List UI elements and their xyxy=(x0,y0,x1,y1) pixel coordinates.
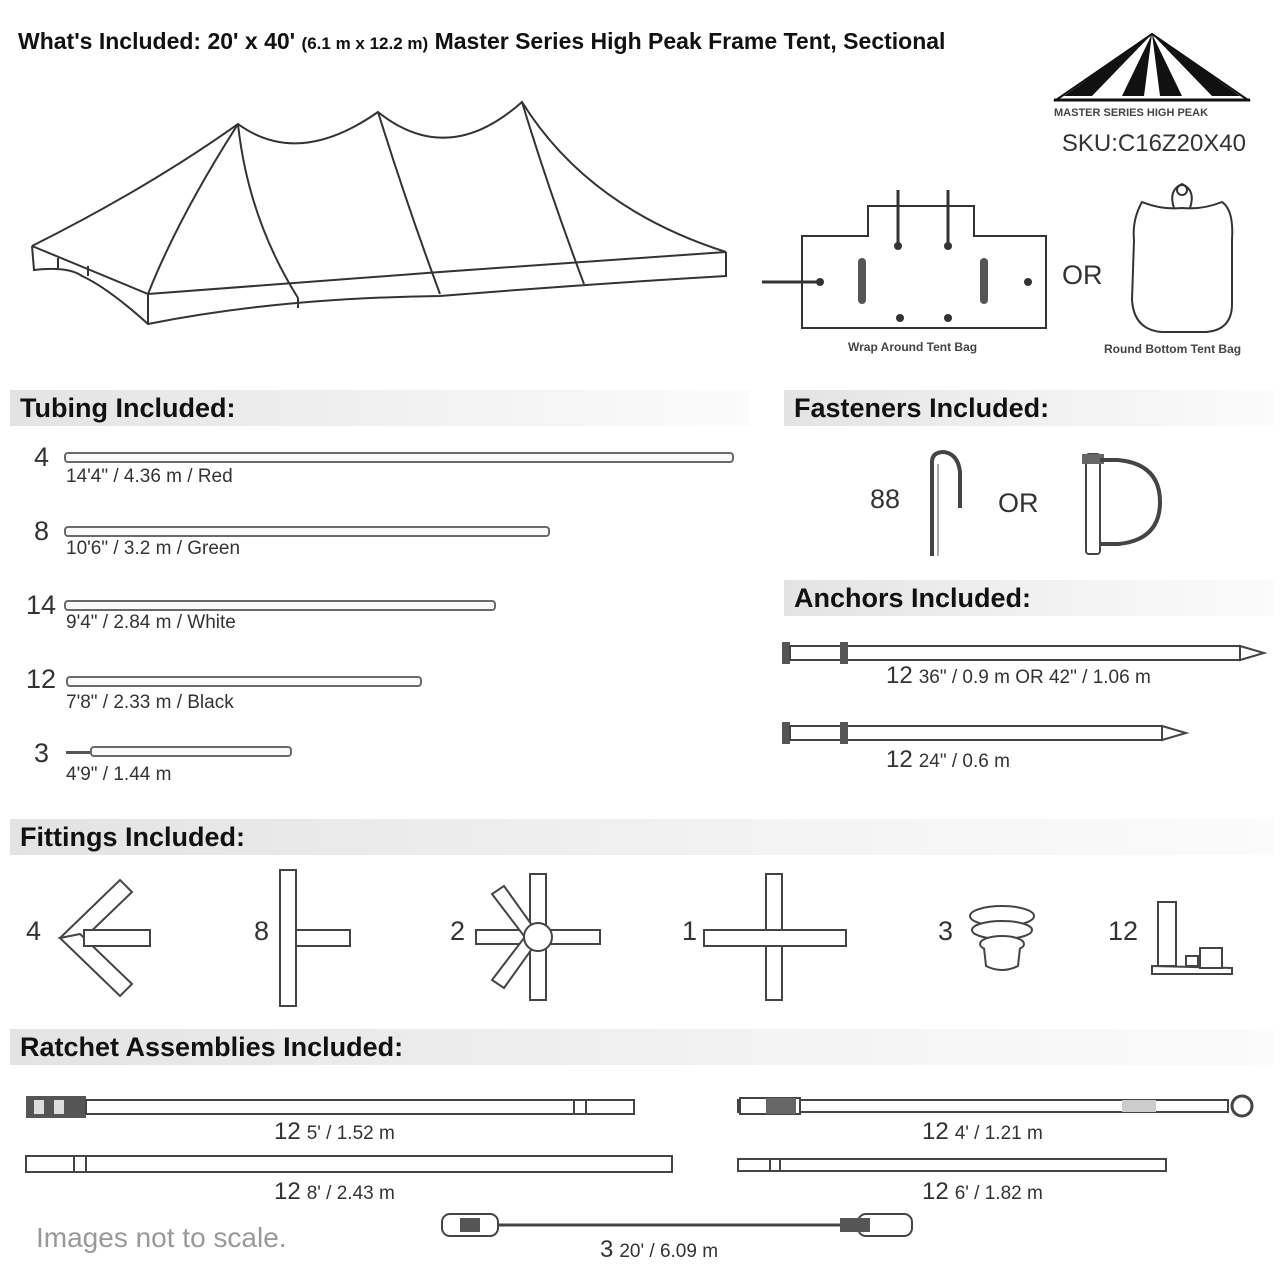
logo-text: MASTER SERIES HIGH PEAK xyxy=(1054,107,1209,119)
title-main: What's Included: 20' x 40' xyxy=(18,28,296,54)
ratchet-label: 12 4' / 1.21 m xyxy=(922,1118,1043,1145)
tubing-section-header: Tubing Included: xyxy=(10,390,750,426)
fasteners-qty: 88 xyxy=(870,484,901,514)
hairpin-clip-icon xyxy=(924,448,968,560)
angled-fitting-icon xyxy=(54,874,154,1002)
ratchet-label: 12 5' / 1.52 m xyxy=(274,1118,395,1145)
anchor-label: 12 36" / 0.9 m OR 42" / 1.06 m xyxy=(886,662,1151,689)
page-title xyxy=(18,28,945,55)
anchors-section-header: Anchors Included: xyxy=(784,580,1274,616)
title-rest: Master Series High Peak Frame Tent, Sectional xyxy=(434,28,946,54)
tube-white-icon xyxy=(64,600,496,611)
tube-red-icon xyxy=(64,452,734,463)
fasteners-section-header: Fasteners Included: xyxy=(784,390,1274,426)
fitting-qty: 3 xyxy=(938,916,954,946)
tubing-qty: 4 xyxy=(34,442,50,472)
sku-label: SKU:C16Z20X40 xyxy=(1061,130,1246,157)
tubing-qty: 3 xyxy=(34,738,50,768)
tubing-label: 10'6" / 3.2 m / Green xyxy=(66,538,241,559)
cross-fitting-icon xyxy=(702,872,848,1002)
scale-note: Images not to scale. xyxy=(36,1222,287,1253)
ratchet-6ft-icon xyxy=(736,1156,1170,1174)
wrap-bag-label: Wrap Around Tent Bag xyxy=(848,340,978,354)
peak-hub-fitting-icon xyxy=(474,872,604,1002)
tent-logo-icon xyxy=(1052,32,1252,112)
t-fitting-icon xyxy=(278,868,354,1008)
pulley-icon xyxy=(962,900,1042,974)
tubing-label: 14'4" / 4.36 m / Red xyxy=(66,466,233,487)
tubing-qty: 8 xyxy=(34,516,50,546)
ratchet-label: 12 6' / 1.82 m xyxy=(922,1178,1043,1205)
foot-plate-icon xyxy=(1150,898,1234,978)
ratchet-label: 3 20' / 6.09 m xyxy=(600,1236,719,1263)
tubing-label: 4'9" / 1.44 m xyxy=(66,764,172,785)
fitting-qty: 4 xyxy=(26,916,42,946)
fastener-or-label: OR xyxy=(998,488,1039,518)
ratchet-label: 12 8' / 2.43 m xyxy=(274,1178,395,1205)
tent-canopy-icon xyxy=(28,98,738,338)
fittings-section-header: Fittings Included: xyxy=(10,819,1274,855)
ratchets-section-header: Ratchet Assemblies Included: xyxy=(10,1029,1274,1065)
tube-short-icon xyxy=(90,746,292,757)
tubing-qty: 12 xyxy=(26,664,57,694)
round-bag-label: Round Bottom Tent Bag xyxy=(1104,342,1242,356)
fitting-qty: 1 xyxy=(682,916,698,946)
fitting-qty: 8 xyxy=(254,916,270,946)
anchor-stake-short-icon xyxy=(780,718,1190,748)
tubing-qty: 14 xyxy=(26,590,57,620)
anchor-label: 12 24" / 0.6 m xyxy=(886,746,1010,773)
tubing-label: 9'4" / 2.84 m / White xyxy=(66,612,236,633)
tube-swage-icon xyxy=(66,751,92,754)
wrap-around-tent-bag-icon xyxy=(762,186,1052,336)
title-metric: (6.1 m x 12.2 m) xyxy=(301,34,429,53)
ratchet-8ft-icon xyxy=(24,1152,676,1178)
tube-green-icon xyxy=(64,526,550,537)
bag-or-label: OR xyxy=(1062,260,1103,290)
fitting-qty: 12 xyxy=(1108,916,1139,946)
tube-black-icon xyxy=(66,676,422,687)
round-bottom-tent-bag-icon xyxy=(1122,180,1242,340)
fitting-qty: 2 xyxy=(450,916,466,946)
lynch-pin-icon xyxy=(1078,450,1168,560)
tubing-label: 7'8" / 2.33 m / Black xyxy=(66,692,234,713)
